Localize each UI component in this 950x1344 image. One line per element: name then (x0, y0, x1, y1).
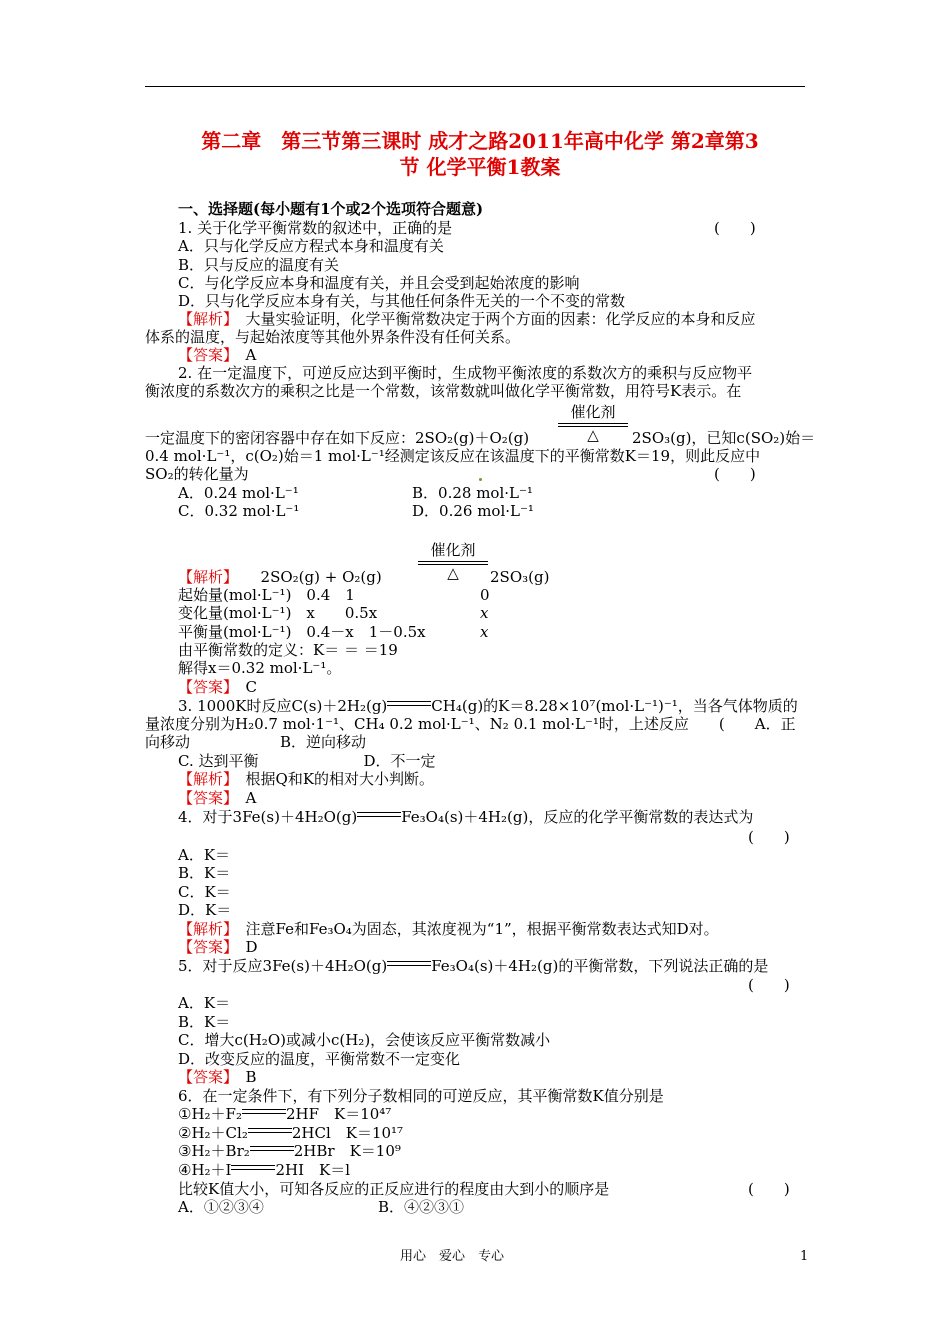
q4-line1b: Fe₃O₄(s)＋4H₂(g)，反应的化学平衡常数的表达式为 (401, 808, 754, 826)
q1-analysis-tag: 【解析】 (178, 310, 231, 328)
q2-row-equilibrium-right: x (480, 623, 489, 641)
q6-reaction-4-left: ④H₂＋I (178, 1161, 232, 1179)
q3-answer (178, 789, 256, 807)
q2-row-equilibrium: 平衡量(mol·L⁻¹) 0.4－x 1－0.5x (178, 623, 426, 641)
q3-answer-tag: 【答案】 (178, 789, 231, 807)
q2-solution: 解得x＝0.32 mol·L⁻¹。 (178, 659, 342, 677)
q1-answer-tag: 【答案】 (178, 346, 231, 364)
q2-answer-tag: 【答案】 (178, 678, 231, 696)
page-number: 1 (800, 1249, 809, 1264)
q5-answer-value: B (245, 1068, 257, 1086)
q6-reaction-1 (178, 1105, 391, 1123)
q3-analysis-text: 根据Q和K的相对大小判断。 (230, 770, 435, 788)
q5-line1 (178, 957, 768, 975)
q5-line1a: 5．对于反应3Fe(s)＋4H₂O(g) (178, 957, 388, 975)
reversible-arrow-icon (357, 810, 401, 820)
q4-option-c: C．K＝ (178, 883, 231, 901)
q2-row-initial-right: 0 (480, 586, 490, 604)
q4-option-d: D．K＝ (178, 901, 232, 919)
q6-reaction-2-left: ②H₂＋Cl₂ (178, 1124, 248, 1142)
q3-line1a: 3. 1000K时反应C(s)＋2H₂(g) (178, 697, 388, 715)
q5-option-b: B．K＝ (178, 1013, 231, 1031)
q2-line5: SO₂的转化量为 (145, 465, 249, 483)
reversible-arrow-icon (248, 1126, 292, 1136)
q6-compare: 比较K值大小，可知各反应的正反应进行的程度由大到小的顺序是 (178, 1180, 610, 1198)
q2-line1: 2. 在一定温度下，可逆反应达到平衡时，生成物平衡浓度的系数次方的乘积与反应物平 (178, 364, 753, 382)
q2-option-a: A．0.24 mol·L⁻¹ (178, 484, 299, 502)
q3-line1 (178, 697, 798, 715)
q1-option-d: D．只与化学反应本身有关，与其他任何条件无关的一个不变的常数 (178, 292, 626, 310)
q4-answer-value: D (245, 938, 258, 956)
stray-dot (479, 478, 482, 481)
q5-answer-tag: 【答案】 (178, 1068, 231, 1086)
header-rule (145, 86, 805, 87)
q2-row-change-right: x (480, 604, 489, 622)
q6-reaction-4 (178, 1161, 350, 1179)
q2-analysis-heat-symbol: △ (447, 564, 459, 582)
q2-equation-right: 2SO₃(g) (490, 568, 550, 586)
q6-option-a: A．①②③④ (178, 1198, 264, 1216)
reversible-arrow-icon (242, 1107, 286, 1117)
q6-reaction-4-right: 2HI K＝l (275, 1161, 351, 1179)
q3-line3: 向移动 B．逆向移动 (145, 733, 367, 751)
q3-line2: 量浓度分别为H₂0.7 mol·1⁻¹、CH₄ 0.2 mol·L⁻¹、N₂ 0.1 mol·L⁻¹时，上述反应 ( A．正 (145, 715, 796, 733)
q2-catalyst-label: 催化剂 (570, 403, 616, 421)
q4-answer (178, 938, 258, 956)
q2-heat-symbol: △ (587, 426, 599, 444)
q3-answer-value: A (245, 789, 257, 807)
q4-answer-paren: ( ) (748, 828, 790, 846)
q5-answer (178, 1068, 257, 1086)
q4-option-a: A．K＝ (178, 846, 231, 864)
q3-analysis-tag: 【解析】 (178, 770, 231, 788)
q1-analysis (178, 310, 756, 328)
q1-answer-value: A (245, 346, 257, 364)
q5-answer-paren: ( ) (748, 976, 790, 994)
page-title-line1: 第二章 第三节第三课时 成才之路2011年高中化学 第2章第3 (201, 129, 759, 153)
q1-option-c: C．与化学反应本身和温度有关，并且会受到起始浓度的影响 (178, 274, 580, 292)
reversible-arrow-icon (387, 959, 431, 969)
q1-answer (178, 346, 256, 364)
q6-line1: 6．在一定条件下，有下列分子数相同的可逆反应，其平衡常数K值分别是 (178, 1087, 664, 1105)
q1-analysis-text2: 体系的温度，与起始浓度等其他外界条件没有任何关系。 (145, 328, 521, 346)
q4-option-b: B．K＝ (178, 864, 231, 882)
section-heading: 一、选择题(每小题有1个或2个选项符合题意) (178, 200, 484, 218)
q2-answer-paren: ( ) (714, 465, 756, 483)
q2-analysis-catalyst-arrow (418, 542, 488, 581)
q2-definition: 由平衡常数的定义：K＝ ＝ ＝19 (178, 641, 398, 659)
q2-line3b: 2SO₃(g)，已知c(SO₂)始＝ (632, 429, 816, 447)
q4-line1 (178, 808, 753, 826)
reversible-arrow-icon (250, 1144, 294, 1154)
q1-option-b: B．只与反应的温度有关 (178, 256, 340, 274)
q4-answer-tag: 【答案】 (178, 938, 231, 956)
q4-line1a: 4．对于3Fe(s)＋4H₂O(g) (178, 808, 358, 826)
q3-line1b: CH₄(g)的K＝8.28×10⁷(mol·L⁻¹)⁻¹，当各气体物质的 (431, 697, 798, 715)
q6-option-b: B．④②③① (378, 1198, 465, 1216)
q5-option-a: A．K＝ (178, 994, 231, 1012)
q2-row-change: 变化量(mol·L⁻¹) x 0.5x (178, 604, 378, 622)
q6-reaction-2 (178, 1124, 403, 1142)
reversible-arrow-icon (231, 1163, 275, 1173)
q6-reaction-3-right: 2HBr K＝10⁹ (293, 1142, 401, 1160)
q4-analysis (178, 920, 719, 938)
q2-line4: 0.4 mol·L⁻¹，c(O₂)始＝1 mol·L⁻¹经测定该反应在该温度下的平衡常数K＝19，则此反应中 (145, 447, 761, 465)
q4-analysis-tag: 【解析】 (178, 920, 231, 938)
q5-line1b: Fe₃O₄(s)＋4H₂(g)的平衡常数，下列说法正确的是 (431, 957, 769, 975)
reversible-arrow-icon (387, 699, 431, 709)
q6-reaction-2-right: 2HCl K＝10¹⁷ (291, 1124, 404, 1142)
q3-line4: C. 达到平衡 D．不一定 (178, 752, 436, 770)
q2-analysis-equation (178, 568, 382, 586)
q2-analysis-catalyst-label: 催化剂 (430, 541, 476, 559)
q2-line3: 一定温度下的密闭容器中存在如下反应：2SO₂(g)＋O₂(g) (145, 429, 530, 447)
q2-option-c: C．0.32 mol·L⁻¹ (178, 502, 300, 520)
footer-motto: 用心 爱心 专心 (400, 1249, 505, 1264)
q6-answer-paren: ( ) (748, 1180, 790, 1198)
q5-option-d: D．改变反应的温度，平衡常数不一定变化 (178, 1050, 461, 1068)
q1-answer-paren: ( ) (714, 219, 756, 237)
q2-catalyst-arrow (558, 404, 628, 443)
q2-answer (178, 678, 257, 696)
q2-line2: 衡浓度的系数次方的乘积之比是一个常数，该常数就叫做化学平衡常数，用符号K表示。在 (145, 382, 742, 400)
q6-reaction-3-left: ③H₂＋Br₂ (178, 1142, 250, 1160)
q3-analysis (178, 770, 434, 788)
q5-option-c: C．增大c(H₂O)或减小c(H₂)，会使该反应平衡常数减小 (178, 1031, 551, 1049)
q2-option-d: D．0.26 mol·L⁻¹ (412, 502, 534, 520)
q1-analysis-text1: 大量实验证明，化学平衡常数决定于两个方面的因素：化学反应的本身和反应 (230, 310, 756, 328)
q4-analysis-text: 注意Fe和Fe₃O₄为固态，其浓度视为“1”，根据平衡常数表达式知D对。 (230, 920, 719, 938)
q2-answer-value: C (245, 678, 258, 696)
page-title-line2: 节 化学平衡1教案 (399, 155, 561, 179)
q2-equation-left: 2SO₂(g) + O₂(g) (260, 568, 382, 586)
q2-option-b: B．0.28 mol·L⁻¹ (412, 484, 533, 502)
q1-option-a: A．只与化学反应方程式本身和温度有关 (178, 237, 444, 255)
q2-row-initial: 起始量(mol·L⁻¹) 0.4 1 (178, 586, 355, 604)
q1-stem: 1. 关于化学平衡常数的叙述中，正确的是 (178, 219, 453, 237)
q6-reaction-1-right: 2HF K＝10⁴⁷ (285, 1105, 392, 1123)
q6-reaction-1-left: ①H₂＋F₂ (178, 1105, 242, 1123)
q6-reaction-3 (178, 1142, 401, 1160)
q2-analysis-tag: 【解析】 (178, 568, 231, 586)
